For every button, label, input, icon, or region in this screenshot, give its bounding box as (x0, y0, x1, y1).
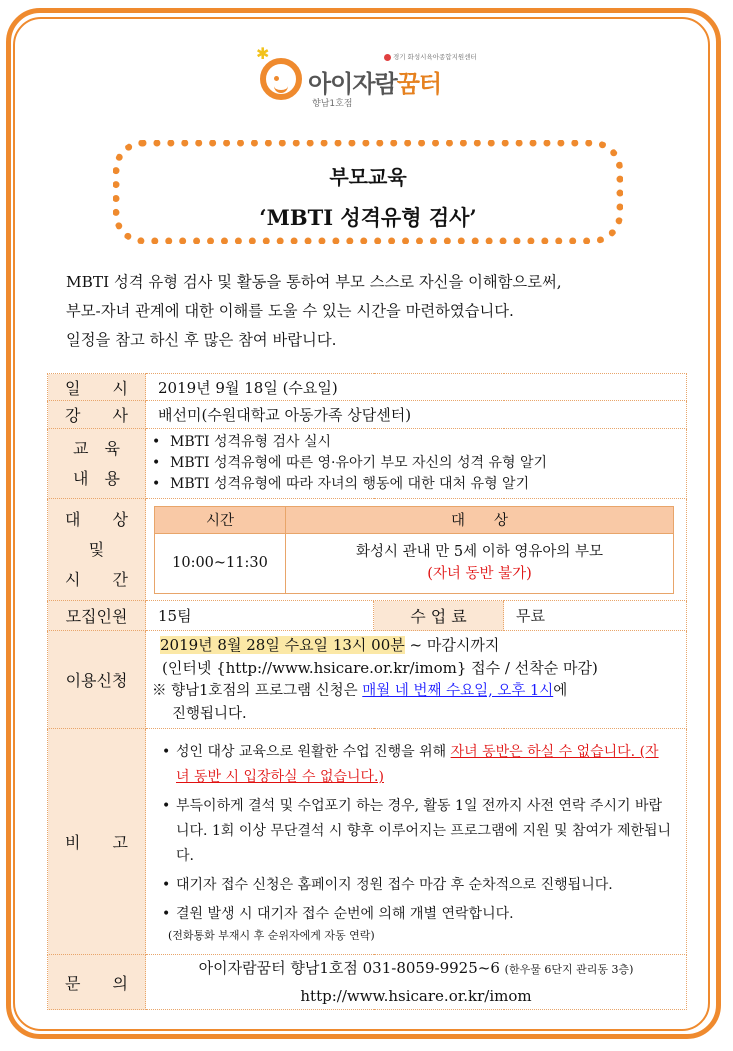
col-time-header: 시간 (155, 506, 286, 533)
apply-schedule-link[interactable]: 매월 네 번째 수요일, 오후 1시 (362, 682, 554, 699)
org-name: 경기 화성시육아종합지원센터 (384, 52, 477, 61)
apply-date: 2019년 8월 28일 수요일 13시 00분 (160, 635, 405, 654)
apply-url: (인터넷 {http://www.hsicare.or.kr/imom} 접수 / 선착순 마감) (162, 658, 598, 677)
info-table (47, 373, 687, 1010)
content-item: • MBTI 성격유형에 따른 영·유아기 부모 자신의 성격 유형 알기 (150, 453, 686, 474)
title-line1: 부모교육 (329, 165, 407, 189)
intro-line: 부모-자녀 관계에 대한 이해를 도울 수 있는 시간을 마련하였습니다. (66, 302, 514, 320)
contact-value: 아이자람꿈터 향남1호점 031-8059-9925~6 (한우물 6단지 관리동 3층) http://www.hsicare.or.kr/imom (146, 955, 687, 1010)
target-value: 화성시 관내 만 5세 이하 영유아의 부모 (자녀 동반 불가) (286, 533, 674, 593)
target-label: 대 상 및 시 간 (48, 499, 146, 601)
intro-line: MBTI 성격 유형 검사 및 활동을 통하여 부모 스스로 자신을 이해함으로써, (66, 273, 562, 291)
content-label: 교 육 내 용 (48, 429, 146, 499)
remark-sub: (전화통화 부재시 후 순위자에게 자동 연락) (168, 929, 375, 942)
apply-label: 이용신청 (48, 631, 146, 729)
remarks-label: 비 고 (48, 729, 146, 955)
logo-name: 아이자람꿈터 (308, 70, 442, 98)
target-cell (146, 499, 687, 601)
remark-item: • 부득이하게 결석 및 수업포기 하는 경우, 활동 1일 전까지 사전 연락 주시기 바랍니다. 1회 이상 무단결석 시 향후 이루어지는 프로그램에 지원 및 참여가 제한됩니다. (156, 794, 672, 869)
intro-text (66, 268, 676, 355)
lecturer-row (48, 401, 687, 429)
title-line2: ‘MBTI 성격유형 검사’ (259, 205, 477, 230)
star-icon: ✱ (256, 44, 270, 63)
date-label: 일 시 (48, 374, 146, 401)
recruit-label: 모집인원 (48, 601, 146, 631)
schedule-table (154, 506, 674, 594)
remarks-value (146, 729, 687, 955)
apply-value: 2019년 8월 28일 수요일 13시 00분 ~ 마감시까지 (인터넷 {http://www.hsicare.or.kr/imom} 접수 / 선착순 마감) ※ 향남1호점의 프로그램 신청은 매월 네 번째 수요일, 오후 1시에 진행됩니다. (146, 631, 687, 729)
remark-item: • 성인 대상 교육으로 원활한 수업 진행을 위해 자녀 동반은 하실 수 없습니다. (자녀 동반 시 입장하실 수 없습니다.) (156, 740, 672, 790)
fee-value: 무료 (504, 601, 687, 631)
lecturer-label: 강 사 (48, 401, 146, 429)
title-box (113, 140, 623, 244)
fee-label: 수 업 료 (374, 601, 504, 631)
content-item: • MBTI 성격유형에 따라 자녀의 행동에 대한 대처 유형 알기 (150, 474, 686, 495)
col-target-header: 대 상 (286, 506, 674, 533)
apply-row (48, 631, 687, 729)
target-note: (자녀 동반 불가) (427, 566, 532, 582)
time-value: 10:00~11:30 (155, 533, 286, 593)
logo (256, 44, 486, 116)
intro-line: 일정을 참고 하신 후 많은 참여 바랍니다. (66, 331, 337, 349)
date-row (48, 374, 687, 401)
contact-label: 문 의 (48, 955, 146, 1010)
content-value (146, 429, 687, 499)
remarks-row (48, 729, 687, 955)
recruit-value: 15팀 (146, 601, 374, 631)
content-row (48, 429, 687, 499)
content-item: • MBTI 성격유형 검사 실시 (150, 432, 686, 453)
lecturer-value: 배선미(수원대학교 아동가족 상담센터) (146, 401, 687, 429)
target-row (48, 499, 687, 601)
smiley-face-icon (260, 58, 302, 100)
recruit-row (48, 601, 687, 631)
remark-item: • 대기자 접수 신청은 홈페이지 정원 접수 마감 후 순차적으로 진행됩니다. (156, 873, 672, 898)
contact-url[interactable]: http://www.hsicare.or.kr/imom (300, 987, 532, 1005)
date-value: 2019년 9월 18일 (수요일) (146, 374, 687, 401)
remark-item: • 결원 발생 시 대기자 접수 순번에 의해 개별 연락합니다. (156, 902, 672, 927)
logo-branch: 향남1호점 (312, 99, 353, 109)
contact-row (48, 955, 687, 1010)
